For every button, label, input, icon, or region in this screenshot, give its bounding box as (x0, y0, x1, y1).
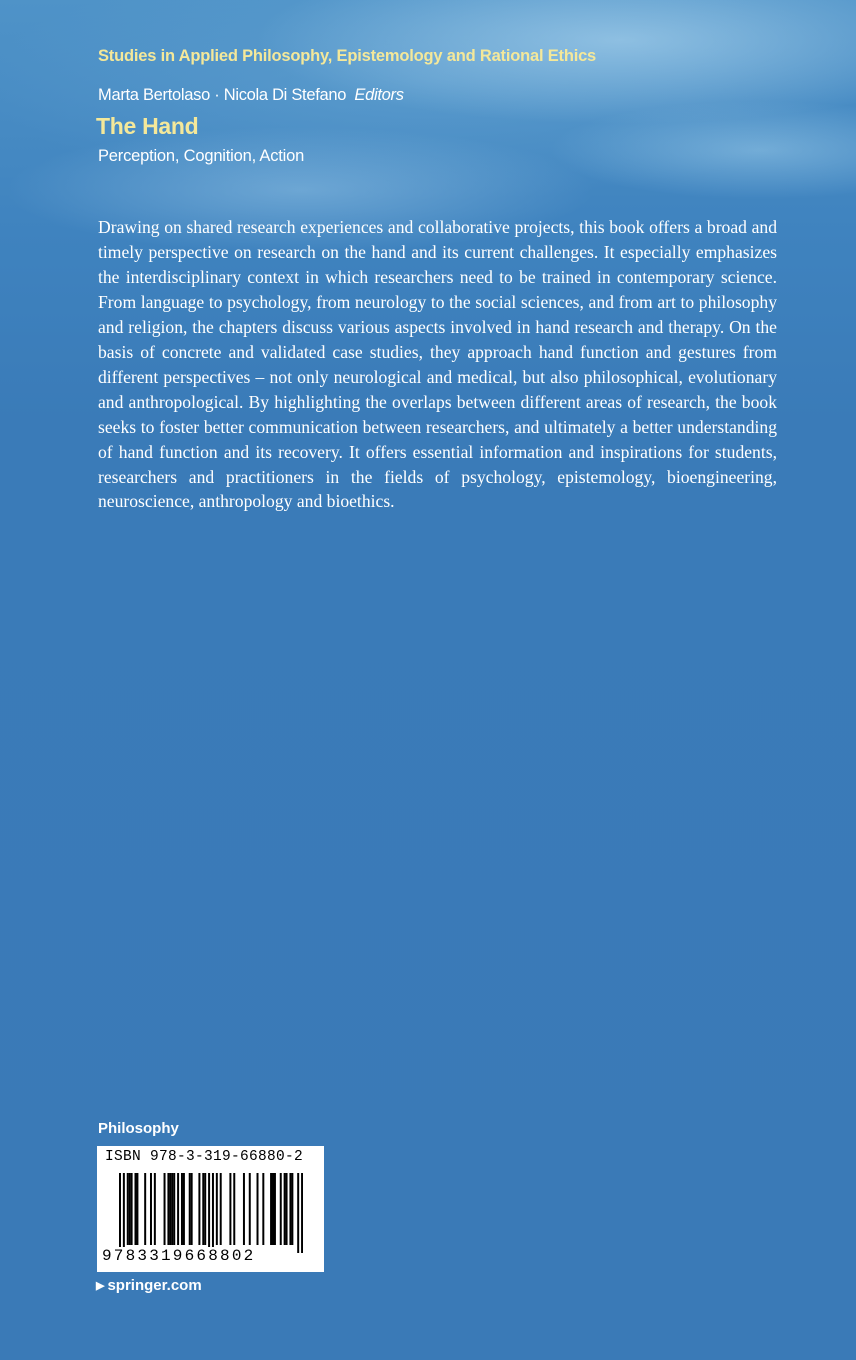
blurb-block (98, 215, 777, 514)
website-label: springer.com (107, 1277, 202, 1294)
subject-category: Philosophy (98, 1120, 179, 1137)
barcode-bars (119, 1173, 303, 1253)
series-title: Studies in Applied Philosophy, Epistemology and Rational Ethics (98, 47, 597, 65)
barcode-bar (198, 1173, 200, 1245)
book-subtitle: Perception, Cognition, Action (98, 147, 305, 165)
editors-role: Editors (354, 86, 404, 104)
barcode-bar (181, 1173, 183, 1245)
isbn-label: ISBN 978-3-319-66880-2 (105, 1149, 304, 1165)
book-title: The Hand (96, 113, 199, 139)
barcode-bar (301, 1173, 303, 1253)
publisher-website[interactable] (96, 1277, 202, 1294)
barcode-bar (131, 1173, 133, 1245)
editors-line (98, 86, 404, 105)
barcode-bar (220, 1173, 222, 1245)
barcode-bar (257, 1173, 259, 1245)
barcode-bar (169, 1173, 171, 1245)
barcode-bar (134, 1173, 136, 1245)
barcode-bar (119, 1173, 121, 1253)
barcode-bar (144, 1173, 146, 1245)
isbn-barcode (97, 1146, 324, 1272)
arrow-right-icon: ▶ (96, 1280, 105, 1292)
barcode-bar (167, 1173, 169, 1245)
barcode-bar (183, 1173, 185, 1245)
barcode-bar (291, 1173, 293, 1245)
ean-digits (102, 1247, 320, 1265)
barcode-bar (297, 1173, 299, 1253)
barcode-bar (150, 1173, 152, 1245)
barcode-bar (233, 1173, 235, 1245)
barcode-bar (272, 1173, 274, 1245)
barcode-bar (164, 1173, 166, 1245)
barcode-bar (171, 1173, 173, 1245)
barcode-bar (127, 1173, 129, 1245)
barcode-bar (270, 1173, 272, 1245)
barcode-bar (216, 1173, 218, 1245)
editor-names: Marta Bertolaso · Nicola Di Stefano (98, 86, 347, 104)
barcode-bar (249, 1173, 251, 1245)
barcode-bar (129, 1173, 131, 1245)
barcode-bar (229, 1173, 231, 1245)
barcode-bar (284, 1173, 286, 1245)
barcode-bar (173, 1173, 175, 1245)
barcode-bar (204, 1173, 206, 1245)
blurb-text: Drawing on shared research experiences and collaborative projects, this book offers a broad and timely perspective on research on the hand and its current challenges. It especially emphasizes the interdisciplinary context in which researchers need to be trained in contemporary science. From language to psychology, from neurology to the social sciences, and from art to philosophy and religion, the chapters discuss various aspects involved in hand research and therapy. On the basis of concrete and validated case studies, they approach hand function and gestures from different perspectives – not only neurological and medical, but also philosophical, evolutionary and anthropological. By highlighting the overlaps between different areas of research, the book seeks to foster better communication between researchers, and ultimately a better understanding of hand function and its recovery. It offers essential information and inspirations for students, researchers and practitioners in the fields of psychology, epistemology, bioengineering, neuroscience, anthropology and bioethics. (98, 217, 777, 512)
barcode-bar (136, 1173, 138, 1245)
barcode-bar (123, 1173, 125, 1253)
barcode-bar (154, 1173, 156, 1245)
barcode-bar (177, 1173, 179, 1245)
barcode-bar (286, 1173, 288, 1245)
barcode-bar (189, 1173, 191, 1245)
barcode-bar (212, 1173, 214, 1253)
ean-digits-text: 9783319668802 (102, 1247, 256, 1265)
barcode-bar (262, 1173, 264, 1245)
barcode-bar (274, 1173, 276, 1245)
barcode-bar (280, 1173, 282, 1245)
barcode-bar (289, 1173, 291, 1245)
barcode-bar (208, 1173, 210, 1253)
barcode-bar (202, 1173, 204, 1245)
barcode-bar (243, 1173, 245, 1245)
barcode-bar (191, 1173, 193, 1245)
